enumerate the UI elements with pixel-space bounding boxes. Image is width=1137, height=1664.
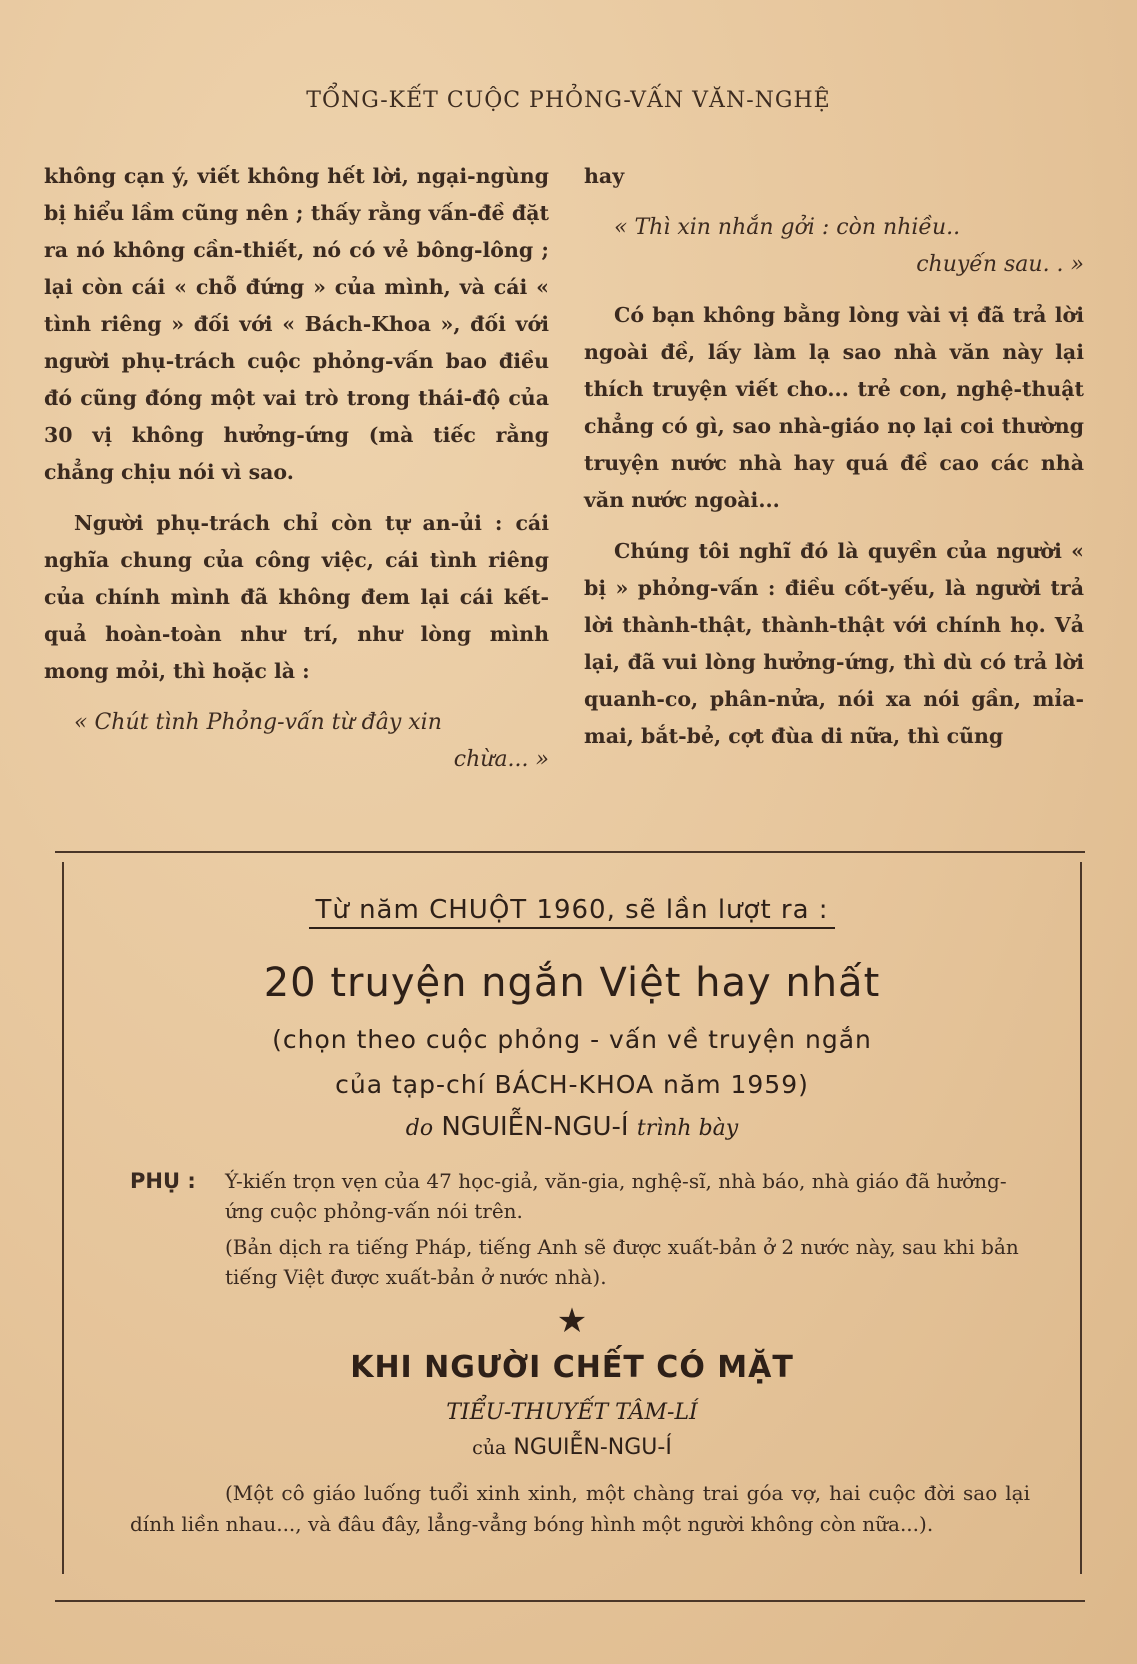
right-paragraph-3: Chúng tôi nghĩ đó là quyền của người « bị » phỏng-vấn : điều cốt-yếu, là người trả lời thành-thật, thành-thật với chính họ. Vả lại, đã vui lòng hưởng-ứng, thì dù có trả lời quanh-co, phân-nửa, nói xa nói gần, mỉa-mai, bắt-bẻ, cợt đùa di nữa, thì cũng <box>584 539 1084 748</box>
book1-presents: trình bày <box>636 1116 739 1141</box>
left-paragraph-2: Người phụ-trách chỉ còn tự an-ủi : cái nghĩa chung của công việc, cái tình riêng của chính mình đã không đem lại cái kết-quả hoàn-toàn như trí, như lòng mình mong mỏi, thì hoặc là : <box>44 511 549 683</box>
advert-bottom-rule <box>55 1600 1085 1602</box>
book2-genre: TIỂU-THUYẾT TÂM-LÍ <box>446 1400 698 1425</box>
left-paragraph-1: không cạn ý, viết không hết lời, ngại-ngùng bị hiểu lầm cũng nên ; thấy rằng vấn-đề đặt ra nó không cần-thiết, nó có vẻ bông-lông ; lại còn cái « chỗ đứng » của mình, và cái « tình riêng » đối với « Bách-Khoa », đối với người phụ-trách cuộc phỏng-vấn bao điều đó cũng đóng một vai trò trong thái-độ của 30 vị không hưởng-ứng (mà tiếc rằng chẳng chịu nói vì sao. <box>44 164 549 484</box>
left-quote <box>44 704 549 778</box>
book1-author-line <box>62 1112 1082 1142</box>
right-column <box>584 158 1084 769</box>
book1-title: 20 truyện ngắn Việt hay nhất <box>263 960 881 1006</box>
left-column <box>44 158 549 792</box>
book1-subtitle-line-2: của tạp-chí BÁCH-KHOA năm 1959) <box>335 1070 809 1099</box>
supplement-note <box>130 1166 1030 1298</box>
page-header: TỔNG-KẾT CUỘC PHỎNG-VẤN VĂN-NGHỆ <box>306 88 831 113</box>
left-quote-line-2: chừa... » <box>453 747 549 772</box>
supplement-label: PHỤ : <box>130 1169 196 1193</box>
supplement-text-1: Ý-kiến trọn vẹn của 47 học-giả, văn-gia, nghệ-sĩ, nhà báo, nhà giáo đã hưởng-ứng cuộc phỏng-vấn nói trên. <box>225 1169 1007 1223</box>
book2-author: NGUIỄN-NGU-Í <box>513 1435 672 1460</box>
announcement-text: Từ năm CHUỘT 1960, sẽ lần lượt ra : <box>309 895 834 929</box>
book1-author: NGUIỄN-NGU-Í <box>441 1112 629 1142</box>
book2-title: KHI NGƯỜI CHẾT CÓ MẶT <box>350 1350 794 1385</box>
book2-synopsis: (Một cô giáo luống tuổi xinh xinh, một chàng trai góa vợ, hai cuộc đời sao lại dính liền nhau..., và đâu đây, lẳng-vẳng bóng hình một người không còn nữa...). <box>130 1481 1030 1536</box>
right-paragraph-2: Có bạn không bằng lòng vài vị đã trả lời ngoài đề, lấy làm lạ sao nhà văn này lại thích truyện viết cho... trẻ con, nghệ-thuật chẳng có gì, sao nhà-giáo nọ lại coi thường truyện nước nhà hay quá đề cao các nhà văn nước ngoài... <box>584 303 1084 512</box>
right-paragraph-1: hay <box>584 164 625 188</box>
supplement-text-2: (Bản dịch ra tiếng Pháp, tiếng Anh sẽ được xuất-bản ở 2 nước này, sau khi bản tiếng Việt được xuất-bản ở nước nhà). <box>225 1235 1019 1289</box>
star-icon: ★ <box>556 1301 588 1341</box>
right-quote-line-2: chuyến sau. . » <box>916 252 1084 277</box>
advert-top-rule <box>55 851 1085 853</box>
right-quote <box>584 209 1084 283</box>
book2-of: của <box>472 1437 507 1459</box>
left-quote-line-1: « Chút tình Phỏng-vấn từ đây xin <box>74 710 442 735</box>
advert-announcement <box>62 895 1082 925</box>
book1-subtitle-line-1: (chọn theo cuộc phỏng - vấn về truyện ngắn <box>272 1025 872 1054</box>
right-quote-line-1: « Thì xin nhắn gởi : còn nhiều.. <box>614 215 961 240</box>
book1-by: do <box>405 1116 434 1141</box>
book2-author-line <box>62 1435 1082 1460</box>
